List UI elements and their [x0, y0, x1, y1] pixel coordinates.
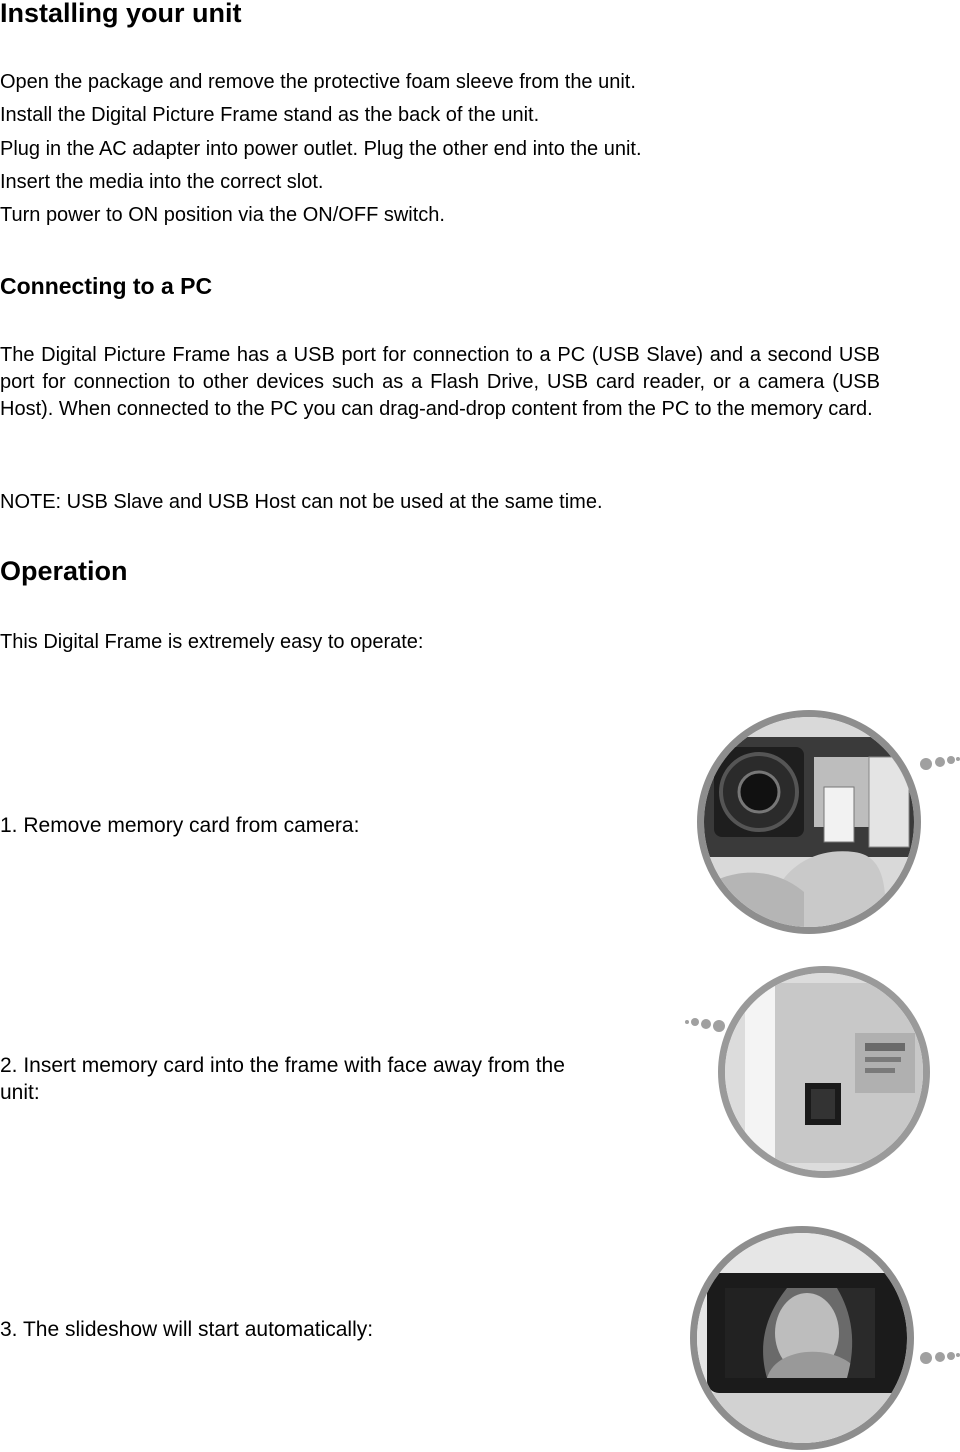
heading-installing: Installing your unit: [0, 0, 242, 28]
camera-card-removal-photo: [697, 710, 921, 934]
decorative-dots: [684, 1014, 726, 1034]
operation-step-1-label: 1. Remove memory card from camera:: [0, 814, 360, 837]
decorative-dots: [918, 1346, 960, 1366]
frame-slideshow-photo: [690, 1226, 914, 1450]
install-step: Install the Digital Picture Frame stand as the back of the unit.: [0, 104, 540, 126]
heading-operation: Operation: [0, 556, 128, 586]
heading-connecting: Connecting to a PC: [0, 273, 213, 299]
usb-note: NOTE: USB Slave and USB Host can not be used at the same time.: [0, 491, 603, 513]
operation-step-3-label: 3. The slideshow will start automatically:: [0, 1318, 374, 1341]
operation-step-2-label: 2. Insert memory card into the frame with face away from the unit:: [0, 1054, 565, 1104]
install-step: Turn power to ON position via the ON/OFF switch.: [0, 204, 445, 226]
decorative-dots: [918, 752, 960, 772]
install-step: Plug in the AC adapter into power outlet. Plug the other end into the unit.: [0, 138, 642, 160]
frame-card-slot-photo: [718, 966, 930, 1178]
operation-intro: This Digital Frame is extremely easy to operate:: [0, 631, 424, 653]
install-step: Insert the media into the correct slot.: [0, 171, 324, 193]
install-step: Open the package and remove the protective foam sleeve from the unit.: [0, 71, 636, 93]
connecting-paragraph: The Digital Picture Frame has a USB port for connection to a PC (USB Slave) and a second USB port for connection to other devices such as a Flash Drive, USB card reader, or a camera (USB Host). When connected to the PC you can drag-and-drop content from the PC to the memory card.: [0, 344, 880, 420]
